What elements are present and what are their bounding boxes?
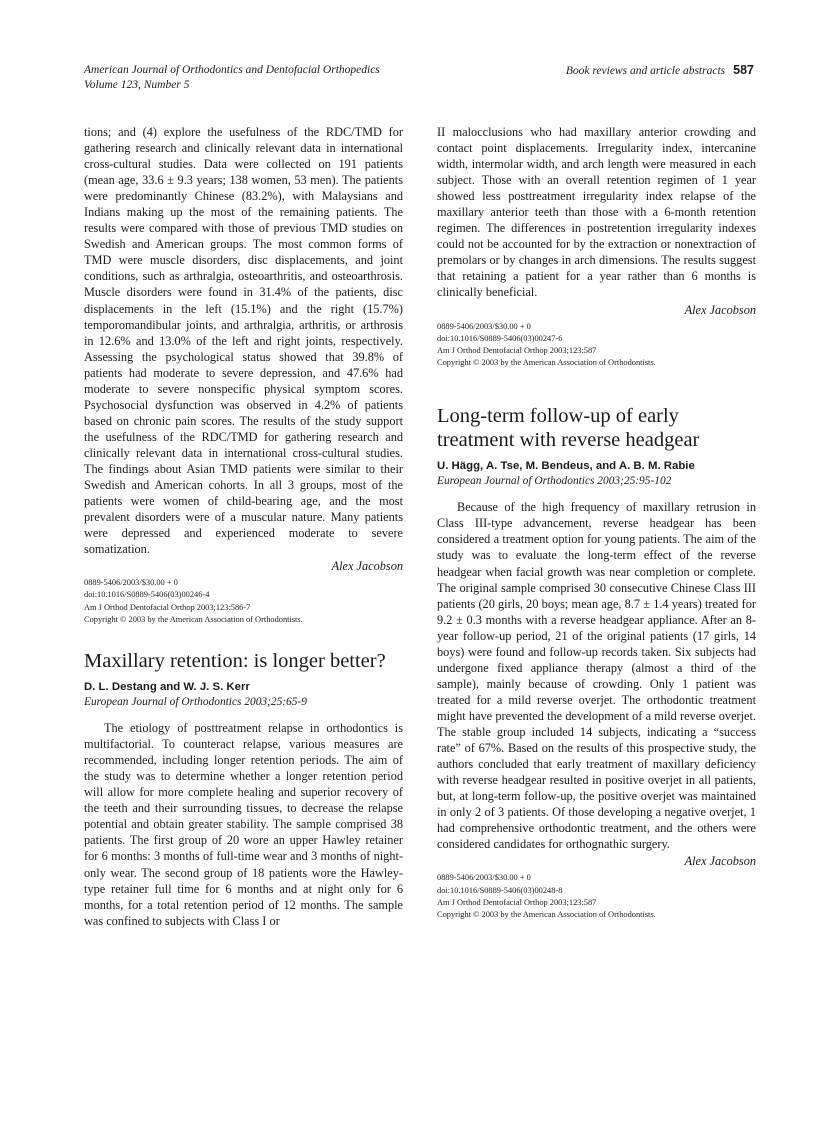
article3-title [437, 404, 756, 452]
article2-copyright: Copyright © 2003 by the American Association of Orthodontists. [437, 358, 656, 368]
left-column [84, 124, 403, 929]
article2-authors: D. L. Destang and W. J. S. Kerr [84, 681, 250, 694]
section-title: Book reviews and article abstracts [565, 65, 726, 77]
article2-body-part1: The etiology of posttreatment relapse in orthodontics is multifactorial. To counteract relapse, various measures are recommended, including longer retention periods. The aim of the study was to determine whether a longer retention period will allow for more complete healing and superior recovery of the teeth and their surrounding tissues, to decrease the relapse potential and obtain greater stability. The sample comprised 38 patients. The first group of 20 wore an upper Hawley retainer for 6 months: 3 months of full-time wear and 3 months of night-only wear. The second group of 18 patients wore the Hawley-type retainer full time for 6 months and at night only for 6 months, for a total retention period of 12 months. The sample was confined to subjects with Class I or [84, 721, 403, 928]
article3-signature: Alex Jacobson [684, 854, 756, 869]
article2-body-part2: II malocclusions who had maxillary anterior crowding and contact point displacements. Irregularity index, intercanine width, intermolar width, and arch length were measured in each subject. Those with an overall retention regimen of 1 year showed less posttreatment irregularity index relapse of the maxillary anterior teeth than those with a 6-month retention regimen. The differences in postretention irregularity indexes could not be accounted for by the extraction or nonextraction of premolars or by changes in arch dimensions. The results suggest that retaining a patient for a year rather than 6 months is clinically beneficial. [437, 125, 756, 300]
article2-doi: doi:10.1016/S0889-5406(03)00247-6 [437, 333, 563, 343]
right-column [437, 124, 756, 921]
journal-volume: Volume 123, Number 5 [84, 79, 190, 91]
article1-copyright: Copyright © 2003 by the American Association of Orthodontists. [84, 614, 303, 624]
article2-title: Maxillary retention: is longer better? [84, 650, 386, 673]
article3-copyright: Copyright © 2003 by the American Association of Orthodontists. [437, 909, 656, 919]
article3-title-line1: Long-term follow-up of early [437, 405, 679, 428]
article2-citation: Am J Orthod Dentofacial Orthop 2003;123:587 [437, 345, 597, 355]
article2-citation-meta [437, 321, 756, 370]
article3-body: Because of the high frequency of maxillary retrusion in Class III-type advancement, reverse headgear has been considered a treatment option for young patients. The aim of the study was to evaluate the long-term effect of the reverse headgear when facial growth was near completion or complete. The original sample comprised 30 consecutive Chinese Class III patients (20 girls, 20 boys; mean age, 8.7 ± 1.4 years) treated for 9.2 ± 0.3 months with a reverse headgear appliance. After an 8-year follow-up period, 21 of the original patients (17 girls, 14 boys) were found and follow-up records taken. Six subjects had undergone fixed appliance therapy (almost a third of the sample), mainly because of crowding. Only 1 patient was treated for a mild reverse overjet. The orthodontic treatment might have prevented the development of a mild reverse overjet. The stable group included 14 subjects, indicating a “success rate” of 67%. Based on the results of this prospective study, the authors concluded that early treatment of maxillary deficiency with reverse headgear resulted in positive overjet in all patients, but, at long-term follow-up, the positive overjet was maintained in only 2 of 3 patients. Of those developing a negative overjet, 1 had comprehensive orthodontic treatment, and the others were considered candidates for orthognathic surgery. [437, 500, 756, 852]
article3-doi: doi:10.1016/S0889-5406(03)00248-8 [437, 885, 563, 895]
article3-title-line2: treatment with reverse headgear [437, 429, 700, 452]
running-header-journal [84, 63, 380, 93]
article3-citation-meta [437, 872, 756, 921]
article1-body: tions; and (4) explore the usefulness of the RDC/TMD for gathering research and clinically relevant data in international cross-cultural studies. Data were collected on 191 patients (mean age, 33.6 ± 9.3 years; 138 women, 53 men). The patients were predominantly Chinese (83.2%), with Malaysians and Indians making up the most of the remaining patients. The results were compared with those of previous TMD studies on Swedish and American groups. The most common forms of TMD were muscle disorders, disc displacements, and joint conditions, such as arthralgia, osteoarthritis, and osteoarthrosis. Muscle disorders were found in 31.4% of the patients, disc displacements in the left (15.1%) and the right (15.7%) temporomandibular joints, and arthralgia, arthritis, or arthrosis in 12.6% and 13.0% of the left and right joints, respectively. Assessing the psychological status showed that 39.8% of patients had moderate to severe depression, and 47.6% had moderate to severe nonspecific physical symptom scores. Psychosocial dysfunction was observed in 4.2% of patients based on chronic pain scores. The results of the study support the usefulness of the RDC/TMD for gathering research and clinically relevant data in international cross-cultural studies. The findings about Asian TMD patients were similar to their Swedish and American cohorts. In all 3 groups, most of the patients were women of child-bearing age, and the most prevalent disorders were of a muscular nature. Many patients were depressed and experienced moderate to severe somatization. [84, 125, 403, 557]
article3-citation: Am J Orthod Dentofacial Orthop 2003;123:587 [437, 897, 597, 907]
article1-doi: doi:10.1016/S0889-5406(03)00246-4 [84, 590, 210, 600]
article3-journal: European Journal of Orthodontics 2003;25:95-102 [437, 475, 672, 488]
article2-price: 0889-5406/2003/$30.00 + 0 [437, 321, 531, 331]
journal-title: American Journal of Orthodontics and Dentofacial Orthopedics [84, 64, 380, 76]
article1-citation: Am J Orthod Dentofacial Orthop 2003;123:586-7 [84, 602, 251, 612]
article1-citation-meta [84, 577, 403, 626]
article1-signature: Alex Jacobson [331, 559, 403, 574]
page-number: 587 [733, 63, 754, 77]
article1-price: 0889-5406/2003/$30.00 + 0 [84, 578, 178, 588]
article2-journal: European Journal of Orthodontics 2003;25:65-9 [84, 696, 307, 709]
running-header-section [566, 63, 754, 79]
article2-signature: Alex Jacobson [684, 302, 756, 317]
article3-authors: U. Hägg, A. Tse, M. Bendeus, and A. B. M. Rabie [437, 460, 695, 473]
article3-price: 0889-5406/2003/$30.00 + 0 [437, 873, 531, 883]
